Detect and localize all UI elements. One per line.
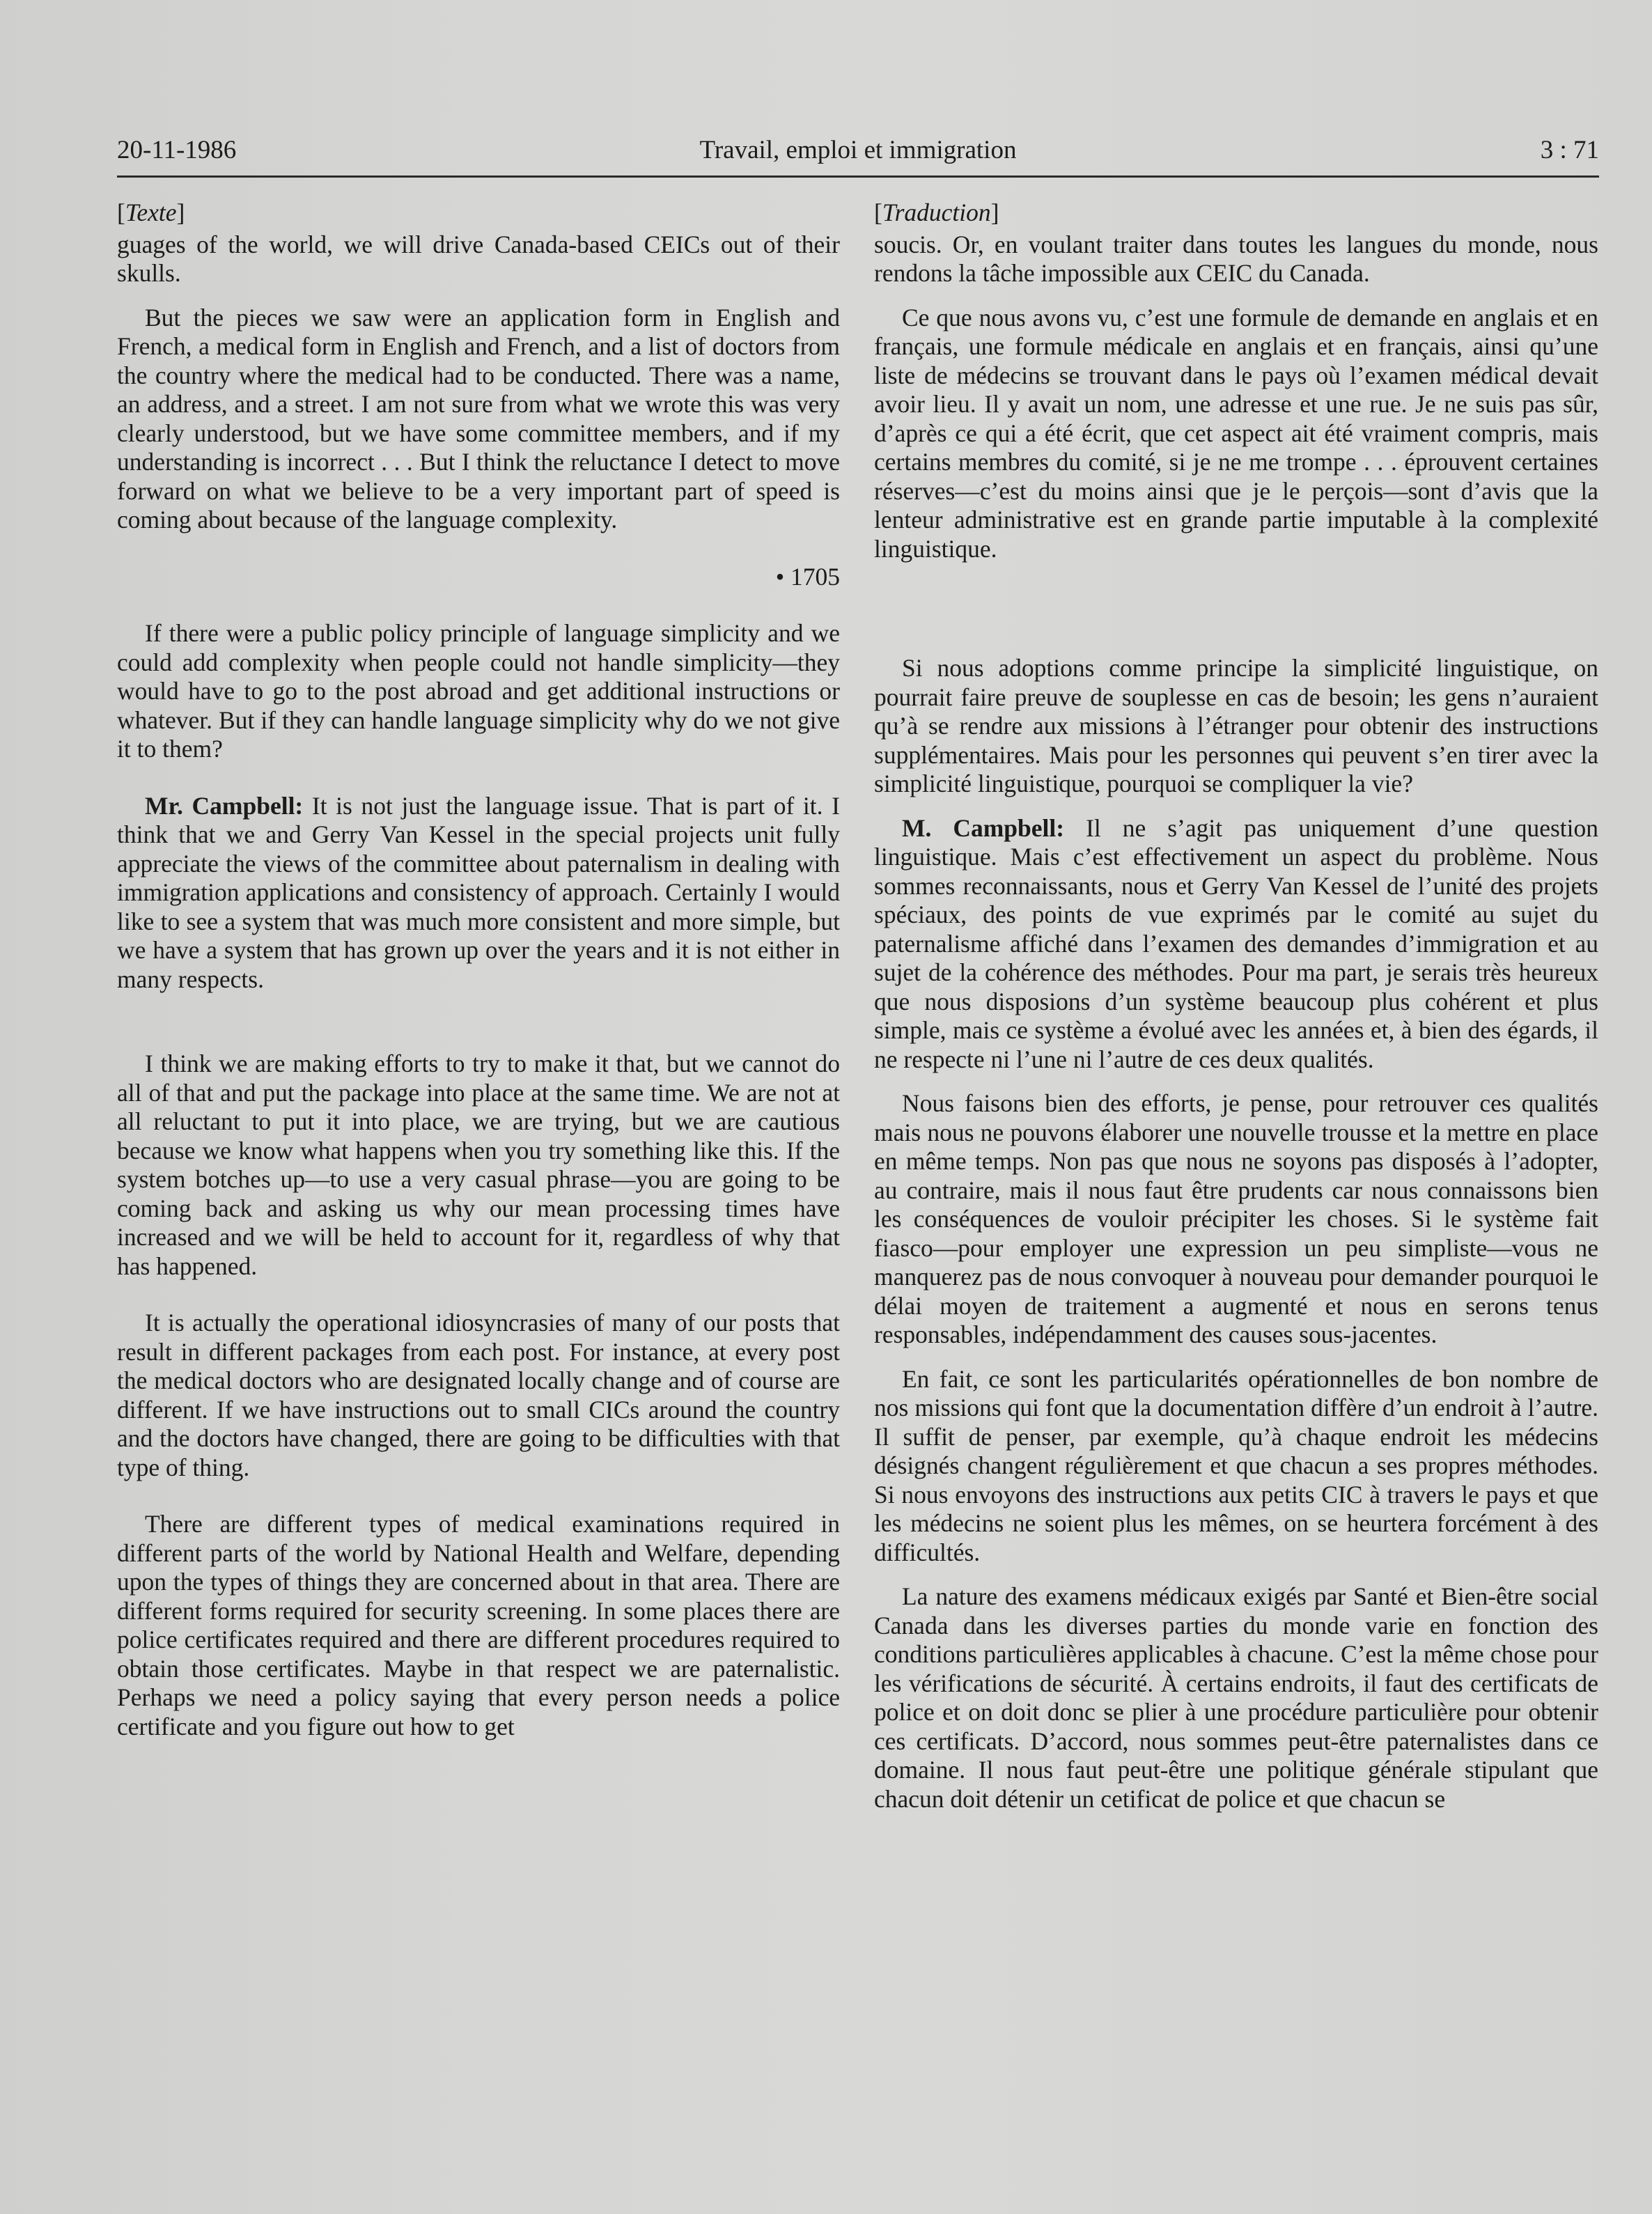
english-column <box>117 198 840 1741</box>
speaker-name: M. Campbell: <box>902 813 1065 842</box>
french-paragraph-2: Ce que nous avons vu, c’est une formule de demande en anglais et en français, une formule médicale en anglais et en français, ainsi qu’une liste de médecins se trouvant dans le pays où l’examen médical devait avoir lieu. Il y avait un nom, une adresse et une rue. Je ne suis pas sûr, d’après ce qui a été écrit, que cet aspect ait été vraiment compris, mais certains membres du comité, si je ne me trompe . . . éprouvent certaines réserves—c’est du moins ainsi que je le perçois—sont d’avis que la lenteur administrative est en grande partie imputable à la complexité linguistique. <box>874 303 1598 563</box>
french-paragraph-6: En fait, ce sont les particularités opérationnelles de bon nombre de nos missions qui font que la documentation diffère d’un endroit à l’autre. Il suffit de penser, par exemple, qu’à chaque endroit les médecins désignés changent régulièrement et que chacun a ses propres méthodes. Si nous envoyons des instructions aux petits CIC à travers le pays et que les médecins ne soient plus les mêmes, on se heurtera forcément à des difficultés. <box>874 1364 1598 1566</box>
french-column <box>874 198 1598 1814</box>
english-paragraph-3: If there were a public policy principle of language simplicity and we could add complexity when people could not handle simplicity—they would have to go to the post abroad and get additional instructions or whatever. But if they can handle language simplicity why do we not give it to them? <box>117 619 840 763</box>
english-paragraph-5: I think we are making efforts to try to make it that, but we cannot do all of that and put the package into place at the same time. We are not at all reluctant to put it into place, we are trying, but we are cautious because we know what happens when you try something like this. If the system botches up—to use a very casual phrase—you are going to be coming back and asking us why our mean processing times have increased and we will be held to account for it, regardless of why that has happened. <box>117 1050 840 1280</box>
english-paragraph-7: There are different types of medical examinations required in different parts of the world by National Health and Welfare, depending upon the types of things they are concerned about in that area. There are different forms required for security screening. In some places there are police certificates required and there are different procedures required to obtain those certificates. Maybe in that respect we are paternalistic. Perhaps we need a policy saying that every person needs a police certificate and you figure out how to get <box>117 1510 840 1740</box>
french-paragraph-3: Si nous adoptions comme principe la simplicité linguistique, on pourrait faire preuve de souplesse en cas de besoin; les gens n’auraient qu’à se rendre aux missions à l’étranger pour obtenir des instructions supplémentaires. Mais pour les personnes qui peuvent s’en tirer avec la simplicité linguistique, pourquoi se compliquer la vie? <box>874 654 1598 797</box>
french-paragraph-5: Nous faisons bien des efforts, je pense, pour retrouver ces qualités mais nous ne pouvons élaborer une nouvelle trousse et la mettre en place en même temps. Non pas que nous ne soyons pas disposés à l’adopter, au contraire, mais il nous faut être prudents car nous connaissons bien les conséquences de vouloir précipiter les choses. Si le système fait fiasco—pour employer une expression un peu simpliste—vous ne manquerez pas de nous convoquer à nouveau pour demander pourquoi le délai moyen de traitement a augmenté et nous en serons tenus responsables, indépendamment des causes sous-jacentes. <box>874 1089 1598 1348</box>
speaker-name: Mr. Campbell: <box>145 791 304 820</box>
english-paragraph-1: guages of the world, we will drive Canada-based CEICs out of their skulls. <box>117 230 840 287</box>
header-page-number: 3 : 71 <box>1540 136 1599 164</box>
running-header <box>117 134 1599 178</box>
french-paragraph-1: soucis. Or, en voulant traiter dans toutes les langues du monde, nous rendons la tâche impossible aux CEIC du Canada. <box>874 230 1598 287</box>
header-title: Travail, emploi et immigration <box>699 136 1017 164</box>
french-paragraph-7: La nature des examens médicaux exigés par Santé et Bien-être social Canada dans les diverses parties du monde varie en fonction des conditions particulières applicables à chacune. C’est la même chose pour les vérifications de sécurité. À certains endroits, il faut des certificats de police et on doit donc se plier à une procédure particulière pour obtenir ces certificats. D’accord, nous sommes peut-être paternalistes dans ce domaine. Il nous faut peut-être une politique générale stipulant que chacun doit détenir un cetificat de police et que chacun se <box>874 1582 1598 1813</box>
header-date: 20-11-1986 <box>117 136 237 164</box>
english-paragraph-2: But the pieces we saw were an application form in English and French, a medical form in English and French, and a list of doctors from the country where the medical had to be conducted. There was a name, an address, and a street. I am not sure from what we wrote this was very clearly understood, but we have some committee members, and if my understanding is incorrect . . . But I think the reluctance I detect to move forward on what we believe to be a very important part of speed is coming about because of the language complexity. <box>117 303 840 533</box>
english-paragraph-4: Mr. Campbell: It is not just the language issue. That is part of it. I think that we and Gerry Van Kessel in the special projects unit fully appreciate the views of the committee about paternalism in dealing with immigration applications and consistency of approach. Certainly I would like to see a system that was much more consistent and more simple, but we have a system that has grown up over the years and it is not either in many respects. <box>117 791 840 993</box>
french-column-label: [Traduction] <box>874 198 999 226</box>
time-marker: • 1705 <box>775 562 840 591</box>
english-paragraph-6: It is actually the operational idiosyncrasies of many of our posts that result in different packages from each post. For instance, at every post the medical doctors who are designated locally change and of course are different. If we have instructions out to small CICs around the country and the doctors have changed, there are going to be difficulties with that type of thing. <box>117 1309 840 1481</box>
french-paragraph-4: M. Campbell: Il ne s’agit pas uniquement d’une question linguistique. Mais c’est effectivement un aspect du problème. Nous sommes reconnaissants, nous et Gerry Van Kessel de l’unité des projets spéciaux, des points de vue exprimés par le comité au sujet du paternalisme affiché dans l’examen des demandes d’immigration et au sujet de la cohérence des méthodes. Pour ma part, je serais très heureux que nous disposions d’un système beaucoup plus cohérent et plus simple, mais ce système a évolué avec les années et, à bien des égards, il ne respecte ni l’une ni l’autre de ces deux qualités. <box>874 813 1598 1073</box>
english-column-label: [Texte] <box>117 198 185 226</box>
